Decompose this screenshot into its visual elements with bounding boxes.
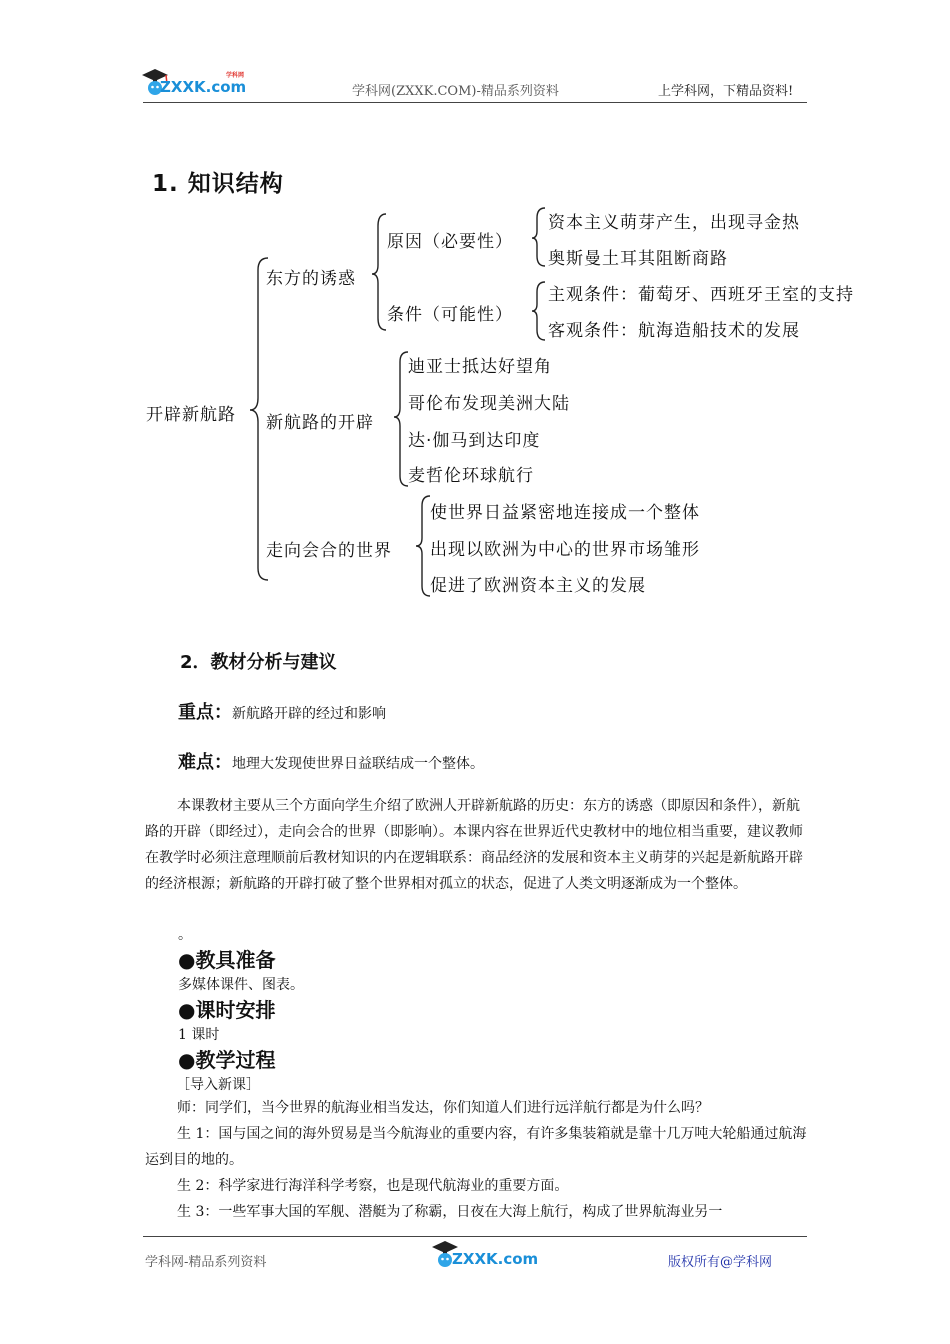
branch2-label: 新航路的开辟 [266,413,374,433]
sub2-label: 条件（可能性） [387,305,513,325]
sub1-item: 奥斯曼土耳其阻断商路 [548,249,728,269]
dialogue-block [145,1095,807,1225]
branch2-item: 迪亚士抵达好望角 [408,357,552,377]
header-title: 学科网(ZXXK.COM)-精品系列资料 [352,84,559,99]
logo-text: ZXXK.com [160,78,247,96]
dialogue-line: 生 1：国与国之间的海外贸易是当今航海业的重要内容，有许多集装箱就是靠十几万吨大轮船通过航海运到目的地的。 [145,1126,807,1168]
header-slogan: 上学科网，下精品资料! [658,84,794,99]
time-text: 1 课时 [178,1027,220,1043]
analysis-text: 本课教材主要从三个方面向学生介绍了欧洲人开辟新航路的历史：东方的诱惑（即原因和条件），新航路的开辟（即经过），走向会合的世界（即影响）。本课内容在世界近代史教材中的地位相当重要，建议教师在教学时必须注意理顺前后教材知识的内在逻辑联系：商品经济的发展和资本主义萌芽的兴起是新航路开辟的经济根源；新航路的开辟打破了整个世界相对孤立的状态，促进了人类文明逐渐成为一个整体。 [145,798,803,892]
time-heading: ●课时安排 [178,998,276,1022]
sub2-item: 客观条件：航海造船技术的发展 [548,321,800,341]
branch1-label: 东方的诱惑 [266,269,356,289]
branch3-brace [416,496,430,596]
branch3-label: 走向会合的世界 [266,541,392,561]
footer-left-text: 学科网-精品系列资料 [145,1255,267,1270]
key-point-text: 新航路开辟的经过和影响 [232,706,386,722]
tools-heading: ●教具准备 [178,948,276,972]
mind-map-root: 开辟新航路 [146,405,236,425]
sub2-brace [532,282,545,340]
copyright-link[interactable]: 版权所有@学科网 [668,1255,773,1270]
difficulty-label: 难点： [178,752,232,773]
difficulty-text: 地理大发现使世界日益联结成一个整体。 [232,756,484,772]
sub1-brace [532,208,545,266]
stray-period: 。 [178,927,192,943]
sub1-item: 资本主义萌芽产生，出现寻金热 [548,213,800,233]
footer-logo [430,1238,540,1274]
branch2-item: 麦哲伦环球航行 [408,466,534,486]
key-point [178,698,386,724]
sub2-item: 主观条件：葡萄牙、西班牙王室的支持 [548,285,854,305]
branch3-item: 促进了欧洲资本主义的发展 [430,576,646,596]
section2-heading: 2．教材分析与建议 [180,652,337,673]
footer-logo-text: ZXXK.com [452,1250,539,1268]
footer-divider [143,1236,807,1237]
difficulty-point [178,748,484,774]
dialogue-line: 生 2：科学家进行海洋科学考察，也是现代航海业的重要方面。 [177,1178,569,1194]
branch3-item: 出现以欧洲为中心的世界市场雏形 [430,540,700,560]
section1-heading: 1. 知识结构 [152,171,284,197]
dialogue-line: 师：同学们，当今世界的航海业相当发达，你们知道人们进行远洋航行都是为什么吗？ [177,1100,709,1116]
branch1-brace [372,214,386,330]
tools-text: 多媒体课件、图表。 [178,977,304,993]
branch2-item: 达·伽马到达印度 [408,431,541,451]
analysis-paragraph [145,793,805,897]
logo-subtext: 学科网 [226,72,245,79]
sub1-label: 原因（必要性） [387,232,513,252]
branch3-item: 使世界日益紧密地连接成一个整体 [430,503,700,523]
dialogue-line: 生 3：一些军事大国的军舰、潜艇为了称霸，日夜在大海上航行，构成了世界航海业另一 [177,1204,723,1220]
intro-label: ［导入新课］ [176,1077,260,1093]
process-heading: ●教学过程 [178,1048,276,1072]
branch2-item: 哥伦布发现美洲大陆 [408,394,570,414]
key-point-label: 重点： [178,702,232,723]
branch2-brace [394,352,408,486]
